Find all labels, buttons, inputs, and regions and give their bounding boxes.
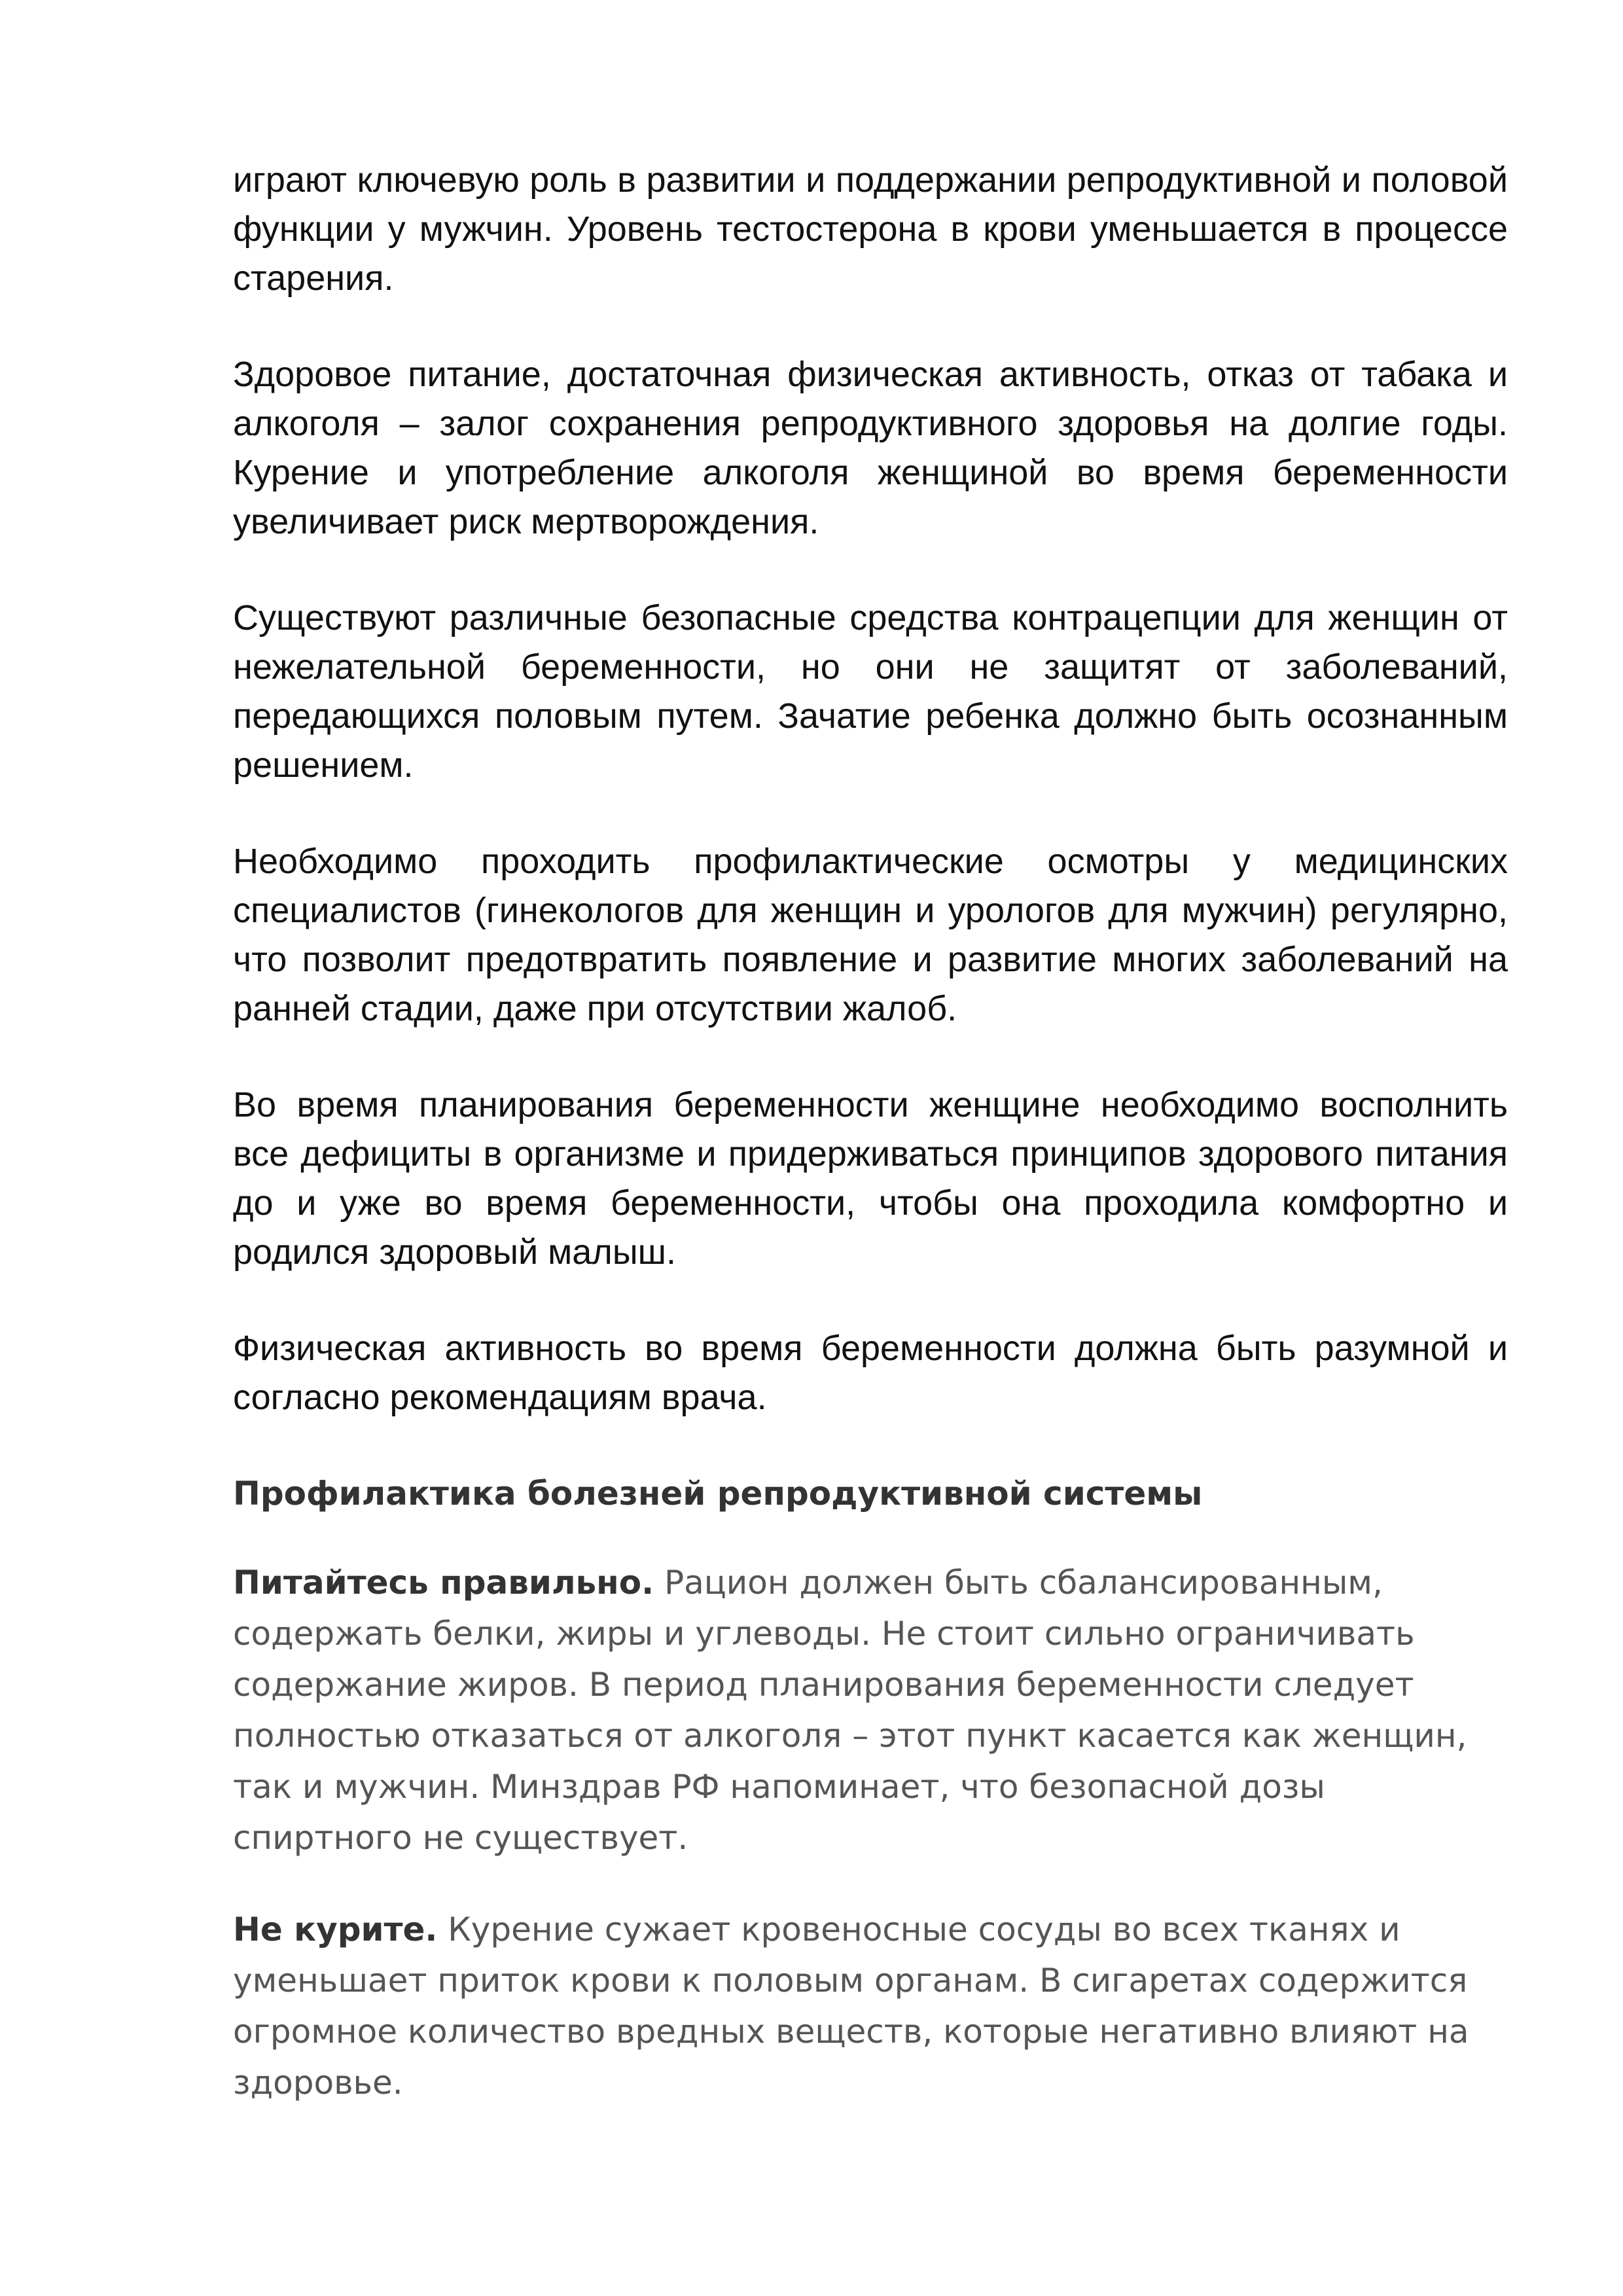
paragraph-testosterone: играют ключевую роль в развитии и поддержании репродуктивной и половой функции у мужчин. Уровень тестостерона в крови уменьшается в процессе старения. xyxy=(233,160,1508,298)
item-smoking-lead: Не курите. xyxy=(233,1910,438,1948)
paragraph-physical-activity: Физическая активность во время беременности должна быть разумной и согласно рекомендациям врача. xyxy=(233,1329,1508,1417)
item-smoking-text: Курение сужает кровеносные сосуды во всех тканях и уменьшает приток крови к половым органам. В сигаретах содержится огромное количество вредных веществ, которые негативно влияют на здоровье. xyxy=(233,1910,1469,2102)
paragraph-contraception: Существуют различные безопасные средства контрацепции для женщин от нежелательной беременности, но они не защитят от заболеваний, передающихся половым путем. Зачатие ребенка должно быть осознанным решением. xyxy=(233,598,1508,785)
item-nutrition-text: Рацион должен быть сбалансированным, содержать белки, жиры и углеводы. Не стоит сильно ограничивать содержание жиров. В период планирования беременности следует полностью отказаться от алкоголя – этот пункт касается как женщин, так и мужчин. Минздрав РФ напоминает, что безопасной дозы спиртного не существует. xyxy=(233,1564,1467,1857)
paragraph-checkups: Необходимо проходить профилактические осмотры у медицинских специалистов (гинекологов для женщин и урологов для мужчин) регулярно, что позволит предотвратить появление и развитие многих заболеваний на ранней стадии, даже при отсутствии жалоб. xyxy=(233,842,1508,1028)
item-smoking xyxy=(233,1904,1508,2108)
paragraph-pregnancy-planning: Во время планирования беременности женщине необходимо восполнить все дефициты в организме и придерживаться принципов здорового питания до и уже во время беременности, чтобы она проходила комфортно и родился здоровый малыш. xyxy=(233,1085,1508,1272)
section-heading: Профилактика болезней репродуктивной системы xyxy=(233,1475,1203,1513)
item-nutrition-lead: Питайтесь правильно. xyxy=(233,1564,654,1602)
item-nutrition xyxy=(233,1557,1508,1863)
paragraph-healthy-lifestyle: Здоровое питание, достаточная физическая активность, отказ от табака и алкоголя – залог сохранения репродуктивного здоровья на долгие годы. Курение и употребление алкоголя женщиной во время беременности увеличивает риск мертворождения. xyxy=(233,355,1508,541)
document-page xyxy=(233,156,1508,2149)
